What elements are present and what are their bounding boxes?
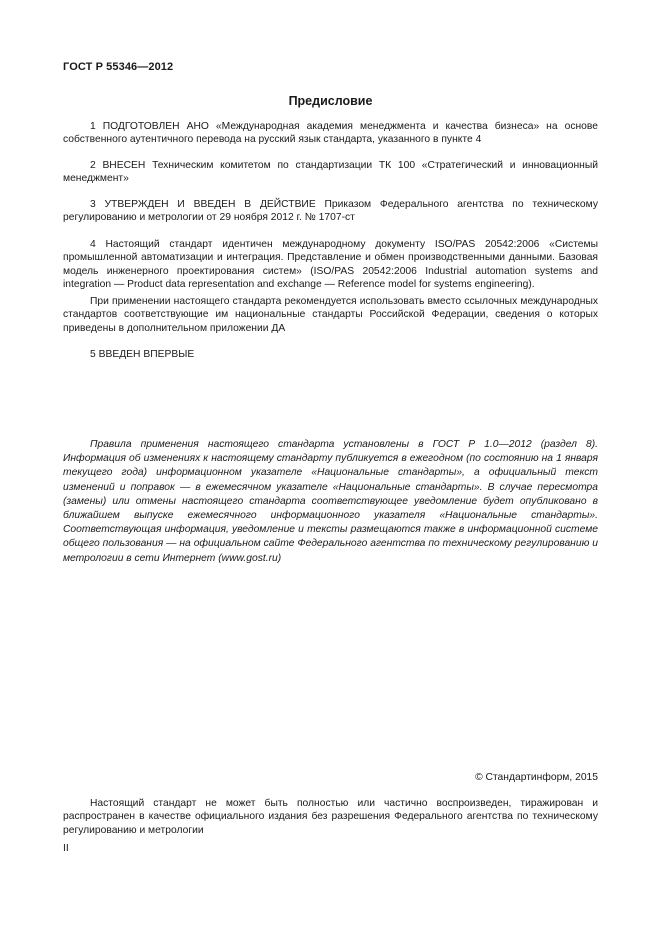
paragraph-4: 4 Настоящий стандарт идентичен международному документу ISO/PAS 20542:2006 «Системы промышленной автоматизации и интеграция. Представление и обмен производственными данными. Базовая модель инженерного проектирования систем» (ISO/PAS 20542:2006 Industrial automation systems and integration — Product data representation and exchange — Reference model for systems engineering). bbox=[63, 239, 598, 291]
copyright: © Стандартинформ, 2015 bbox=[475, 772, 598, 783]
paragraph-1: 1 ПОДГОТОВЛЕН АНО «Международная академия менеджмента и качества бизнеса» на основе собственного аутентичного перевода на русский язык стандарта, указанного в пункте 4 bbox=[63, 121, 598, 146]
paragraph-5: 5 ВВЕДЕН ВПЕРВЫЕ bbox=[90, 349, 195, 360]
rules-note: Правила применения настоящего стандарта установлены в ГОСТ Р 1.0—2012 (раздел 8). Информация об изменениях к настоящему стандарту публикуется в ежегодном (по состоянию на 1 января текущего года) информационном указателе «Национальные стандарты», а официальный текст изменений и поправок — в ежемесячном указателе «Национальные стандарты». В случае пересмотра (замены) или отмены настоящего стандарта соответствующее уведомление будет опубликовано в ближайшем выпуске ежемесячного информационного указателя «Национальные стандарты». Соответствующая информация, уведомление и тексты размещаются также в информационной системе общего пользования — на официальном сайте Федерального агентства по техническому регулированию и метрологии в сети Интернет (www.gost.ru) bbox=[63, 439, 598, 564]
page-title: Предисловие bbox=[288, 94, 373, 108]
paragraph-2: 2 ВНЕСЕН Техническим комитетом по стандартизации ТК 100 «Стратегический и инновационный менеджмент» bbox=[63, 160, 598, 185]
document-number: ГОСТ Р 55346—2012 bbox=[63, 61, 174, 73]
paragraph-4-note: При применении настоящего стандарта рекомендуется использовать вместо ссылочных международных стандартов соответствующие им национальные стандарты Российской Федерации, сведения о которых приведены в дополнительном приложении ДА bbox=[63, 296, 598, 334]
paragraph-3: 3 УТВЕРЖДЕН И ВВЕДЕН В ДЕЙСТВИЕ Приказом Федерального агентства по техническому регулированию и метрологии от 29 ноября 2012 г. № 1707-ст bbox=[63, 199, 598, 224]
reproduction-note: Настоящий стандарт не может быть полностью или частично воспроизведен, тиражирован и распространен в качестве официального издания без разрешения Федерального агентства по техническому регулированию и метрологии bbox=[63, 798, 598, 836]
page-number: II bbox=[63, 843, 69, 854]
